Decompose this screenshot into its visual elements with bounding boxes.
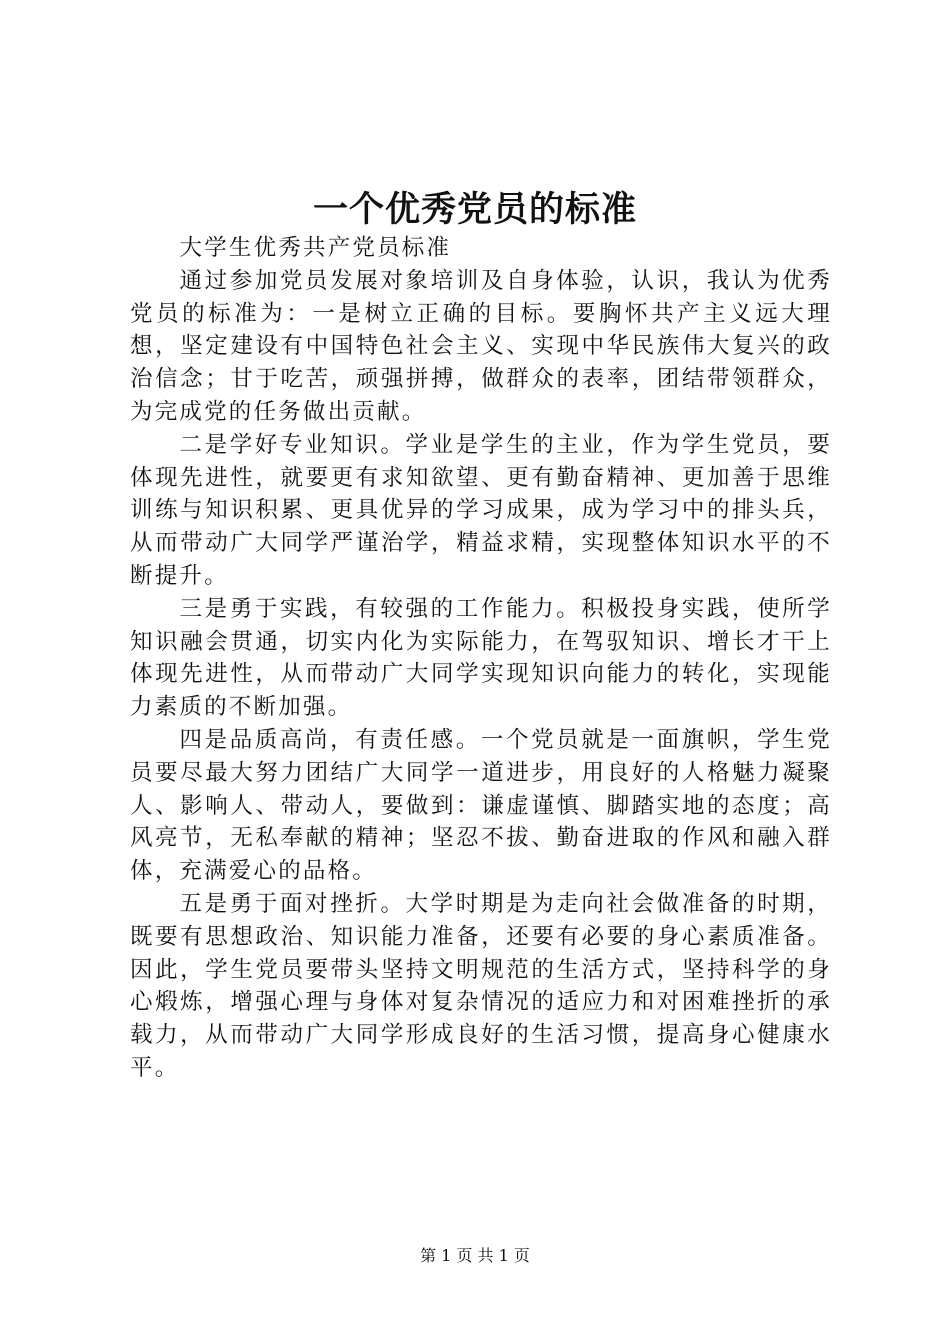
paragraph-4: 四是品质高尚，有责任感。一个党员就是一面旗帜，学生党员要尽最大努力团结广大同学一道进步，用良好的人格魅力凝聚人、影响人、带动人，要做到：谦虚谨慎、脚踏实地的态度；高风亮节，无私奉献的精神；坚忍不拔、勤奋进取的作风和融入群体，充满爱心的品格。 bbox=[130, 726, 832, 885]
paragraph-3: 三是勇于实践，有较强的工作能力。积极投身实践，使所学知识融会贯通，切实内化为实际能力，在驾驭知识、增长才干上体现先进性，从而带动广大同学实现知识向能力的转化，实现能力素质的不断加强。 bbox=[130, 595, 832, 721]
paragraph-2: 二是学好专业知识。学业是学生的主业，作为学生党员，要体现先进性，就要更有求知欲望、更有勤奋精神、更加善于思维训练与知识积累、更具优异的学习成果，成为学习中的排头兵，从而带动广大同学严谨治学，精益求精，实现整体知识水平的不断提升。 bbox=[130, 431, 832, 589]
document-subtitle: 大学生优秀共产党员标准 bbox=[179, 235, 452, 261]
paragraph-5: 五是勇于面对挫折。大学时期是为走向社会做准备的时期，既要有思想政治、知识能力准备，还要有必要的身心素质准备。因此，学生党员要带头坚持文明规范的生活方式，坚持科学的身心煅炼，增强心理与身体对复杂情况的适应力和对困难挫折的承载力，从而带动广大同学形成良好的生活习惯，提高身心健康水平。 bbox=[130, 890, 832, 1081]
paragraph-1: 通过参加党员发展对象培训及自身体验，认识，我认为优秀党员的标准为：一是树立正确的目标。要胸怀共产主义远大理想，坚定建设有中国特色社会主义、实现中华民族伟大复兴的政治信念；甘于吃苦，顽强拼搏，做群众的表率，团结带领群众，为完成党的任务做出贡献。 bbox=[130, 267, 832, 425]
page-footer: 第 1 页 共 1 页 bbox=[420, 1246, 530, 1265]
document-title: 一个优秀党员的标准 bbox=[312, 189, 637, 230]
document-body bbox=[130, 232, 832, 1085]
